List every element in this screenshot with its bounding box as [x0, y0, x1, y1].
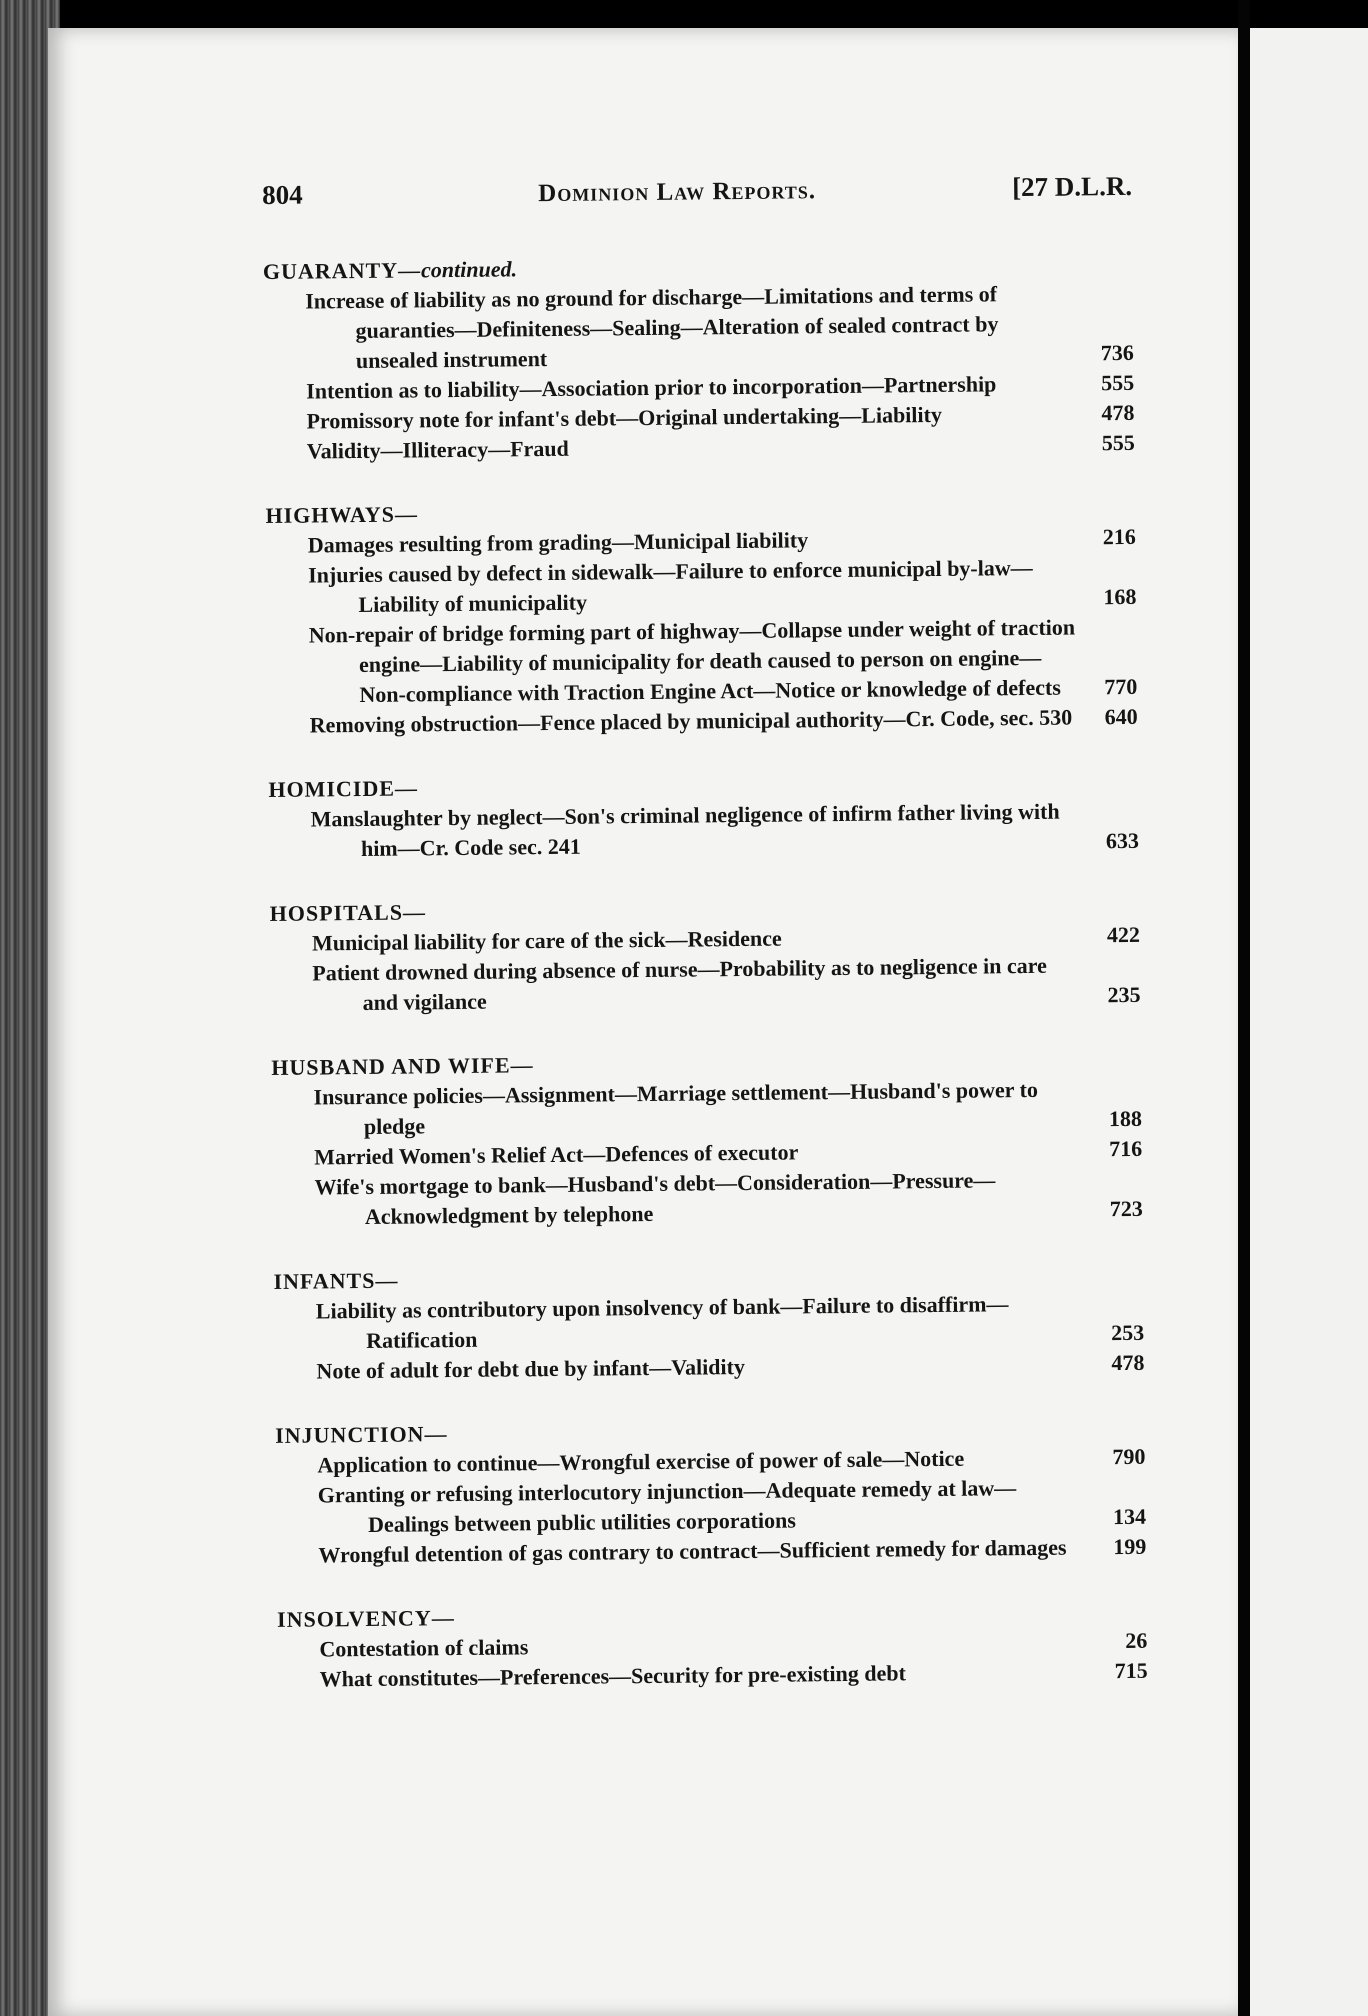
- entry-page-number: 736: [1100, 339, 1134, 366]
- index-section: [273, 1258, 1144, 1387]
- section-heading-suffix: continued.: [420, 256, 518, 283]
- entry-page-number: 715: [1114, 1657, 1148, 1684]
- entry-page-number: 422: [1106, 921, 1141, 948]
- section-heading-text: HUSBAND AND WIFE—: [271, 1052, 534, 1080]
- index-section: [271, 1044, 1143, 1233]
- index-section: [275, 1412, 1147, 1571]
- entry-page-number: 790: [1112, 1443, 1146, 1470]
- section-heading-text: INSOLVENCY—: [276, 1605, 455, 1632]
- entry-page-number: 199: [1113, 1533, 1147, 1560]
- entry-text: Note of adult for debt due by infant—Validity: [316, 1354, 746, 1384]
- section-heading-text: INFANTS—: [273, 1267, 399, 1294]
- section-heading-text: HOMICIDE—: [268, 775, 419, 802]
- entry-text: Intention as to liability—Association prior to incorporation—Partnership: [306, 371, 997, 404]
- entry-page-number: 770: [1104, 673, 1138, 700]
- index-entry: [267, 612, 1138, 711]
- index-section: [270, 890, 1141, 1019]
- entry-text: Promissory note for infant's debt—Original undertaking—Liability: [306, 401, 943, 434]
- index-entry: [276, 1472, 1147, 1541]
- index-section: [268, 766, 1139, 865]
- section-heading-text: INJUNCTION—: [275, 1421, 448, 1448]
- entry-page-number: 168: [1103, 583, 1137, 610]
- index-section: [277, 1596, 1148, 1695]
- entry-text: What constitutes—Preferences—Security for pre-existing debt: [319, 1660, 906, 1692]
- index-sections: [263, 248, 1148, 1695]
- entry-page-number: 188: [1108, 1105, 1143, 1132]
- entry-text: Increase of liability as no ground for discharge—Limitations and terms of guaranties—Definiteness—Sealing—Alteration of sealed contract by unsealed instrument: [305, 281, 999, 374]
- section-heading-text: GUARANTY—: [262, 257, 422, 284]
- entry-text: Manslaughter by neglect—Son's criminal negligence of infirm father living with him—Cr. Code sec. 241: [310, 798, 1060, 861]
- section-heading-text: HIGHWAYS—: [265, 501, 419, 528]
- index-entry: [266, 552, 1137, 621]
- index-section: [263, 248, 1135, 467]
- entry-page-number: 723: [1109, 1195, 1143, 1222]
- entry-text: Contestation of claims: [319, 1634, 529, 1662]
- facing-page-edge: [1250, 28, 1368, 2016]
- entry-page-number: 716: [1109, 1135, 1143, 1162]
- entry-page-number: 26: [1125, 1627, 1148, 1654]
- entry-page-number: 253: [1110, 1319, 1145, 1346]
- entry-page-number: 134: [1112, 1503, 1147, 1530]
- entry-text: Validity—Illiteracy—Fraud: [306, 435, 569, 464]
- entry-text: Liability as contributory upon insolvency of bank—Failure to disaffirm—Ratification: [315, 1291, 1009, 1353]
- entry-page-number: 216: [1102, 523, 1136, 550]
- index-entry: [263, 278, 1134, 377]
- page-number: 804: [262, 179, 303, 210]
- index-entry: [272, 1164, 1143, 1233]
- entry-page-number: 640: [1104, 703, 1138, 730]
- entry-text: Patient drowned during absence of nurse—Probability as to negligence in care and vigilance: [312, 952, 1047, 1015]
- index-entry: [271, 1074, 1142, 1143]
- entry-text: Married Women's Relief Act—Defences of executor: [314, 1139, 799, 1170]
- index-entry: [274, 1288, 1145, 1357]
- entry-text: Damages resulting from grading—Municipal liability: [307, 527, 809, 558]
- entry-text: Removing obstruction—Fence placed by municipal authority—Cr. Code, sec. 530: [309, 704, 1073, 738]
- page-gap: [1238, 0, 1250, 2016]
- entry-text: Injuries caused by defect in sidewalk—Failure to enforce municipal by-law—Liability of municipality: [308, 554, 1033, 618]
- entry-text: Granting or refusing interlocutory injunction—Adequate remedy at law—Dealings between public utilities corporations: [317, 1475, 1017, 1537]
- entry-text: Application to continue—Wrongful exercise of power of sale—Notice: [317, 1445, 965, 1478]
- entry-page-number: 478: [1101, 399, 1135, 426]
- section-heading-text: HOSPITALS—: [269, 899, 427, 926]
- entry-page-number: 235: [1107, 981, 1141, 1008]
- page-title: Dominion Law Reports.: [538, 177, 817, 208]
- entry-page-number: 478: [1111, 1349, 1145, 1376]
- entry-text: Wrongful detention of gas contrary to contract—Sufficient remedy for damages: [318, 1534, 1067, 1568]
- index-entry: [270, 950, 1141, 1019]
- entry-page-number: 555: [1101, 429, 1135, 456]
- volume-label: [27 D.L.R.: [1011, 170, 1133, 203]
- entry-text: Non-repair of bridge forming part of highway—Collapse under weight of traction engine—Liability of municipality for death caused to person on engine—Non-compliance with Traction Engine Act—Notice or knowledge of defects: [308, 614, 1076, 708]
- index-section: [265, 492, 1137, 741]
- index-content: [262, 171, 1148, 1729]
- entry-page-number: 555: [1101, 369, 1135, 396]
- entry-text: Wife's mortgage to bank—Husband's debt—Consideration—Pressure—Acknowledgment by telephone: [314, 1167, 996, 1229]
- entry-page-number: 633: [1105, 827, 1140, 854]
- entry-text: Insurance policies—Assignment—Marriage settlement—Husband's power to pledge: [313, 1076, 1039, 1139]
- entry-text: Municipal liability for care of the sick—Residence: [311, 925, 782, 956]
- index-entry: [269, 796, 1140, 865]
